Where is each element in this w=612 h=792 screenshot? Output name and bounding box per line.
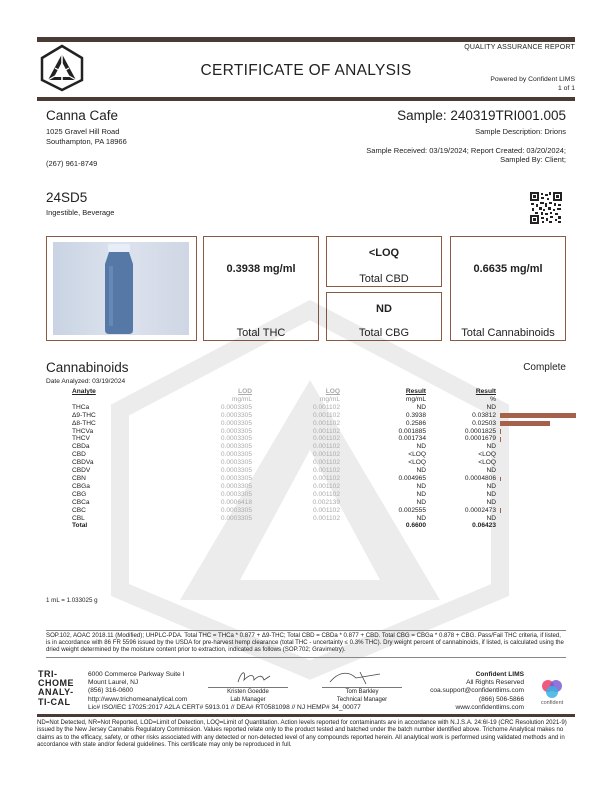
- lod-value: 0.0003305: [220, 474, 252, 482]
- result-mgml: <LOQ: [408, 451, 426, 459]
- signature-icon: [320, 668, 400, 688]
- total-result-percent: 0.06423: [472, 522, 496, 530]
- analyte-name: CBG: [72, 490, 87, 498]
- lod-value: 0.0003305: [220, 419, 252, 427]
- result-mgml: ND: [416, 498, 426, 506]
- total-bar-cell: [496, 522, 576, 530]
- signer-2-name: Tom Barkley: [345, 689, 379, 695]
- result-mgml: <LOQ: [408, 459, 426, 467]
- page-count: 1 of 1: [557, 85, 575, 92]
- total-lod: [172, 522, 252, 530]
- result-mgml: ND: [416, 443, 426, 451]
- table-row: [72, 451, 576, 459]
- result-percent: <LOQ: [478, 459, 496, 467]
- result-bar: [500, 508, 501, 513]
- result-percent: ND: [486, 482, 496, 490]
- table-row: [72, 475, 576, 483]
- analyte-name: CBDV: [72, 467, 91, 475]
- loq-value: 0.001102: [312, 490, 340, 498]
- density-conversion: 1 mL = 1.033025 g: [46, 597, 98, 604]
- total-cbg-label: Total CBG: [358, 327, 410, 339]
- total-thc-label: Total THC: [236, 327, 286, 339]
- table-unit-cell: mg/mL: [231, 395, 252, 403]
- total-cbd-value: <LOQ: [368, 247, 400, 259]
- table-row: [72, 483, 576, 491]
- client-phone: (267) 961-8749: [46, 159, 98, 168]
- signature-1: [220, 668, 300, 688]
- result-bar: [500, 421, 550, 426]
- signature-1-line: [208, 687, 288, 688]
- result-bar-cell: [496, 499, 576, 507]
- sampled-by: Sampled By: Client;: [500, 155, 566, 164]
- result-bar: [500, 429, 501, 434]
- section-title-cannabinoids: Cannabinoids: [46, 360, 129, 375]
- result-bar: [500, 413, 576, 418]
- lod-value: 0.0006418: [220, 498, 252, 506]
- table-row: [72, 491, 576, 499]
- cannabinoids-table: [72, 388, 576, 530]
- table-unit-cell: %: [490, 395, 496, 403]
- result-mgml: 0.001885: [398, 427, 426, 435]
- loq-value: 0.001102: [312, 451, 340, 459]
- signer-1-title: Lab Manager: [230, 697, 266, 703]
- result-percent: 0.03812: [472, 411, 496, 419]
- result-mgml: ND: [416, 482, 426, 490]
- analyte-name: THCV: [72, 435, 90, 443]
- total-cbg-value: ND: [376, 303, 392, 315]
- table-header-cell: LOQ: [325, 388, 340, 395]
- trichome-logo: [38, 670, 74, 707]
- loq-value: 0.001102: [312, 506, 340, 514]
- loq-value: 0.001102: [312, 514, 340, 522]
- signer-1-name: Kristen Goedde: [227, 689, 269, 695]
- total-thc-value: 0.3938 mg/ml: [226, 263, 296, 275]
- table-row: [72, 428, 576, 436]
- result-bar: [500, 477, 501, 482]
- confident-rights: All Rights Reserved: [466, 679, 524, 687]
- table-row: [72, 443, 576, 451]
- method-divider: [46, 630, 566, 631]
- table-unit-cell: [72, 396, 172, 404]
- lod-value: 0.0003305: [220, 490, 252, 498]
- total-cbd-card: [326, 236, 442, 287]
- table-row: [72, 412, 576, 420]
- powered-by: Powered by Confident LIMS: [490, 76, 575, 83]
- result-mgml: ND: [416, 467, 426, 475]
- result-bar-cell: [496, 515, 576, 523]
- lod-value: 0.0003305: [220, 467, 252, 475]
- result-bar-cell: [496, 404, 576, 412]
- result-bar-cell: [496, 507, 576, 515]
- method-note: SOP.102, AOAC 2018.11 (Modified); UHPLC-PDA. Total THC = THCa * 0.877 + Δ9-THC; Total CBD = CBDa * 0.877 + CBD. Total CBG = CBGa * 0.878 + CBG. Pass/Fail THC criteria, if listed, is in accordance with 86 FR 5596 issued by the USDA for pre-harvest hemp clearance (total THC - uncertainty ≤ 0.3% THC). Dry weight percent of cannabinoids, if listed, is calculated using the dried weight determined by the moisture content prior to extraction, indicated as follows (SOP.702; Gravimetry).: [46, 632, 564, 654]
- result-percent: 0.02503: [472, 419, 496, 427]
- result-percent: 0.0002473: [464, 506, 496, 514]
- sample-id: Sample: 240319TRI001.005: [397, 108, 566, 123]
- lod-value: 0.0003305: [220, 443, 252, 451]
- confident-logo-text: confident: [540, 700, 564, 706]
- result-percent: ND: [486, 403, 496, 411]
- client-name: Canna Cafe: [46, 108, 119, 123]
- result-bar-cell: [496, 443, 576, 451]
- lod-value: 0.0003305: [220, 506, 252, 514]
- confident-phone: (866) 506-5866: [478, 695, 524, 703]
- table-total-row: [72, 522, 576, 530]
- lod-value: 0.0003305: [220, 403, 252, 411]
- qr-code-icon[interactable]: [530, 192, 562, 224]
- lod-value: 0.0003305: [220, 482, 252, 490]
- result-percent: 0.0004806: [464, 474, 496, 482]
- result-bar-cell: [496, 420, 576, 428]
- analyte-name: Δ9-THC: [72, 411, 96, 419]
- lab-address-1: 6000 Commerce Parkway Suite I: [88, 671, 185, 678]
- table-row: [72, 515, 576, 523]
- result-bar-cell: [496, 451, 576, 459]
- table-header-cell: Analyte: [72, 388, 96, 395]
- table-header-cell: LOD: [238, 388, 252, 395]
- result-bar-cell: [496, 435, 576, 443]
- logo-line-3: ANALY-: [38, 687, 74, 698]
- footer-divider: [37, 714, 575, 717]
- table-header-cell: Result: [475, 388, 496, 395]
- table-unit-cell: mg/mL: [319, 395, 340, 403]
- page-title: CERTIFICATE OF ANALYSIS: [200, 62, 412, 79]
- confident-website[interactable]: www.confidentlims.com: [455, 703, 524, 711]
- loq-value: 0.001102: [312, 403, 340, 411]
- lod-value: 0.0003305: [220, 459, 252, 467]
- product-type: Ingestible, Beverage: [46, 208, 115, 217]
- analyte-name: THCa: [72, 403, 90, 411]
- result-percent: ND: [486, 498, 496, 506]
- analyte-name: CBDVa: [72, 459, 94, 467]
- result-percent: ND: [486, 467, 496, 475]
- result-mgml: ND: [416, 514, 426, 522]
- total-cannabinoids-value: 0.6635 mg/ml: [473, 263, 543, 275]
- result-bar-cell: [496, 467, 576, 475]
- signature-2-line: [322, 687, 402, 688]
- lod-value: 0.0003305: [220, 427, 252, 435]
- cannabinoids-status: Complete: [523, 362, 566, 373]
- table-row: [72, 404, 576, 412]
- lod-value: 0.0003305: [220, 435, 252, 443]
- result-percent: ND: [486, 443, 496, 451]
- lod-value: 0.0003305: [220, 411, 252, 419]
- loq-value: 0.001102: [312, 482, 340, 490]
- table-row: [72, 435, 576, 443]
- total-label: Total: [72, 522, 88, 530]
- table-row: [72, 499, 576, 507]
- signer-2-title: Technical Manager: [336, 697, 388, 703]
- loq-value: 0.001102: [312, 411, 340, 419]
- total-result-mgml: 0.6600: [405, 522, 426, 530]
- date-analyzed: Date Analyzed: 03/19/2024: [46, 378, 126, 385]
- result-percent: ND: [486, 490, 496, 498]
- footer-note: ND=Not Detected, NR=Not Reported, LOD=Limit of Detection, LOQ=Limit of Quantitation. Action levels reported for contaminants are in accordance with N.J.S.A. 24:6I-19 (CRC Resolution 2021-9) issued by the New Jersey Cannabis Regulatory Commission. Values reported relate only to the product tested and batched under the batch number identified above. Trichome Analytical makes no claims as to the efficacy, safety, or other risks associated with any detected or non-detected level of any compounds reported herein. All analytical work is performed using validated methods and in accordance with state and/or federal guidelines. This certificate may only be reproduced in full.: [37, 719, 567, 748]
- lab-website[interactable]: http://www.trichomeanalytical.com: [88, 695, 188, 703]
- client-address-1: 1025 Gravel Hill Road: [46, 127, 120, 136]
- table-row: [72, 420, 576, 428]
- client-address-2: Southampton, PA 18966: [46, 137, 127, 146]
- result-mgml: 0.001734: [398, 435, 426, 443]
- loq-value: 0.001102: [312, 435, 340, 443]
- signature-2: [320, 668, 400, 688]
- result-percent: 0.0001679: [464, 435, 496, 443]
- product-name: 24SD5: [46, 190, 88, 205]
- result-bar-cell: [496, 412, 576, 420]
- method-divider-bottom: [46, 657, 566, 658]
- table-units-row: [72, 396, 576, 404]
- sample-dates: Sample Received: 03/19/2024; Report Created: 03/20/2024;: [366, 146, 566, 155]
- loq-value: 0.001102: [312, 427, 340, 435]
- analyte-name: CBDa: [72, 443, 90, 451]
- analyte-name: CBL: [72, 514, 85, 522]
- loq-value: 0.001102: [312, 474, 340, 482]
- table-row: [72, 467, 576, 475]
- lab-address-2: Mount Laurel, NJ: [88, 679, 139, 687]
- confident-contact: [430, 671, 524, 712]
- analyte-name: CBCa: [72, 498, 90, 506]
- analyte-name: CBN: [72, 474, 86, 482]
- signature-icon: [220, 668, 300, 688]
- table-header-cell: Result: [405, 388, 426, 395]
- logo-line-2: CHOME: [38, 678, 74, 689]
- analyte-name: CBGa: [72, 482, 90, 490]
- lab-license: Lic# ISO/IEC 17025:2017 A2LA CERT# 5913.01 // DEA# RT0581098 // NJ HEMP# 34_00077: [88, 703, 361, 711]
- top-bar: [37, 37, 575, 42]
- result-percent: <LOQ: [478, 451, 496, 459]
- loq-value: 0.001102: [312, 443, 340, 451]
- result-bar-cell: [496, 459, 576, 467]
- sample-description: Sample Description: Drions: [475, 127, 566, 136]
- header-divider: [37, 97, 575, 101]
- loq-value: 0.001102: [312, 419, 340, 427]
- table-header-cell: [496, 388, 576, 396]
- loq-value: 0.001102: [312, 467, 340, 475]
- result-bar-cell: [496, 475, 576, 483]
- total-loq: [252, 522, 340, 530]
- result-bar-cell: [496, 428, 576, 436]
- total-cannabinoids-label: Total Cannabinoids: [461, 327, 555, 339]
- result-mgml: 0.004965: [398, 474, 426, 482]
- analyte-name: CBD: [72, 451, 86, 459]
- loq-value: 0.001102: [312, 459, 340, 467]
- lod-value: 0.0003305: [220, 514, 252, 522]
- lab-phone: (856) 316-0600: [88, 687, 134, 695]
- result-mgml: 0.2586: [405, 419, 426, 427]
- logo-line-4: TI-CAL: [38, 696, 71, 707]
- lod-value: 0.0003305: [220, 451, 252, 459]
- total-cbd-label: Total CBD: [359, 273, 409, 285]
- table-unit-cell: mg/mL: [405, 395, 426, 403]
- analyte-name: CBC: [72, 506, 86, 514]
- table-header-row: [72, 388, 576, 396]
- confident-logo-icon: [540, 678, 564, 700]
- result-mgml: 0.002555: [398, 506, 426, 514]
- result-bar-cell: [496, 483, 576, 491]
- qa-report-label: QUALITY ASSURANCE REPORT: [464, 44, 575, 51]
- table-row: [72, 507, 576, 515]
- result-mgml: 0.3938: [405, 411, 426, 419]
- result-mgml: ND: [416, 403, 426, 411]
- table-unit-cell: [496, 396, 576, 404]
- result-percent: 0.0001825: [464, 427, 496, 435]
- result-mgml: ND: [416, 490, 426, 498]
- result-bar: [500, 437, 501, 442]
- result-percent: ND: [486, 514, 496, 522]
- confident-name: Confident LIMS: [475, 671, 524, 678]
- loq-value: 0.002139: [312, 498, 340, 506]
- result-bar-cell: [496, 491, 576, 499]
- table-row: [72, 459, 576, 467]
- analyte-name: THCVa: [72, 427, 94, 435]
- confident-email[interactable]: coa.support@confidentlims.com: [430, 687, 524, 695]
- analyte-name: Δ8-THC: [72, 419, 96, 427]
- logo-line-1: TRI-: [38, 669, 58, 679]
